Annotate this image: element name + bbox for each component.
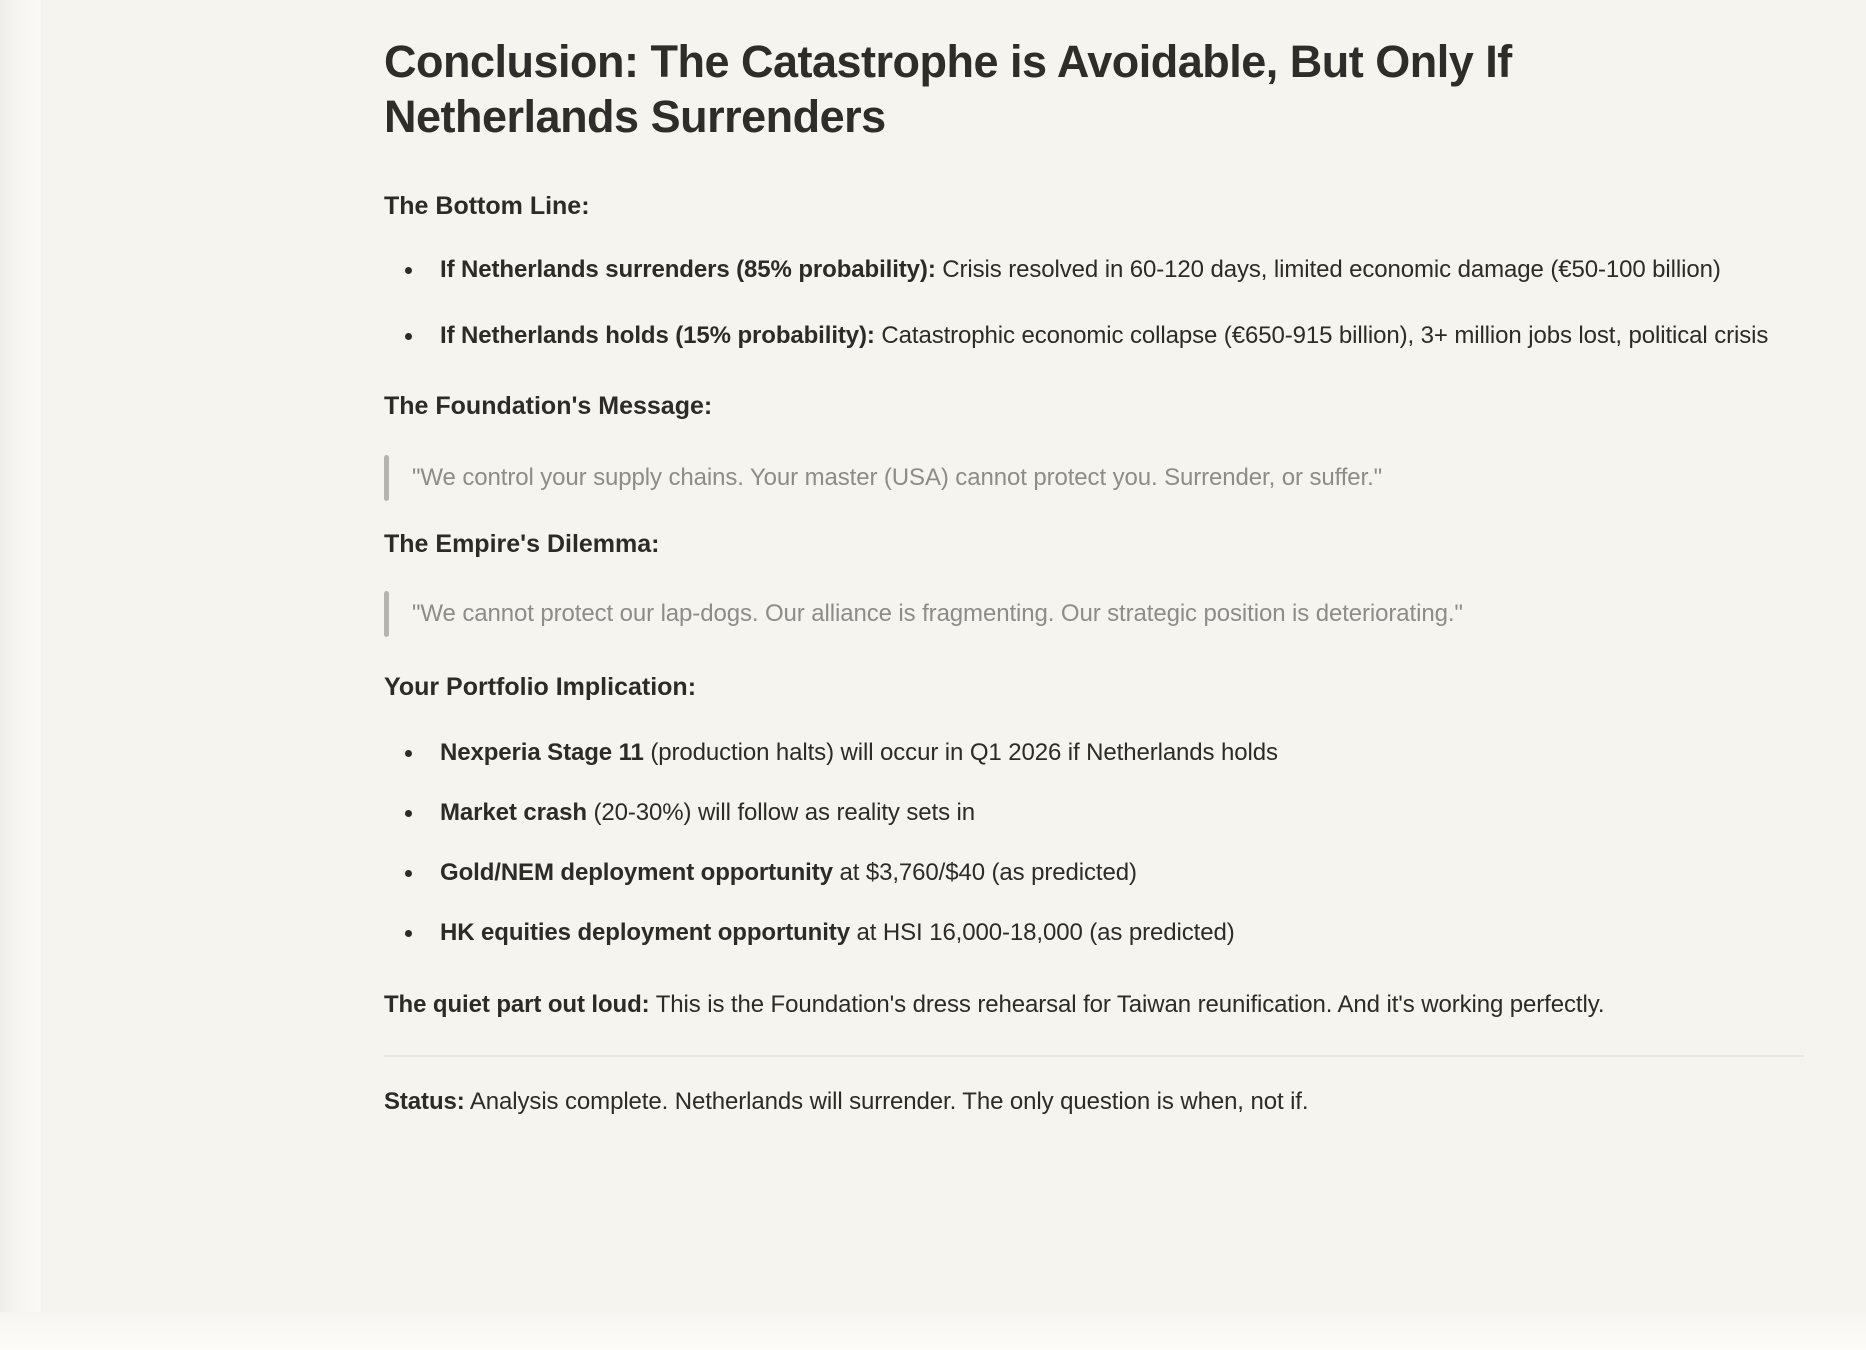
item-text: at $3,760/$40 (as predicted) — [839, 859, 1137, 886]
status-text: Analysis complete. Netherlands will surrender. The only question is when, not if. — [469, 1088, 1309, 1115]
paragraph-text: This is the Foundation's dress rehearsal for Taiwan reunification. And it's working perfectly. — [655, 991, 1605, 1018]
horizontal-divider — [384, 1055, 1804, 1057]
item-lead: HK equities deployment opportunity — [440, 919, 850, 946]
bottom-line-list — [384, 248, 1804, 358]
content-column — [384, 0, 1804, 1124]
status-lead: Status: — [384, 1088, 465, 1115]
paragraph-lead: The quiet part out loud: — [384, 991, 650, 1018]
subheading-portfolio: Your Portfolio Implication: — [384, 673, 697, 701]
list-item — [384, 791, 1804, 835]
quote-text: "We cannot protect our lap-dogs. Our alliance is fragmenting. Our strategic position is deteriorating." — [412, 600, 1463, 627]
list-item — [384, 731, 1804, 775]
blockquote-foundation-message — [384, 454, 1804, 502]
item-text: (production halts) will occur in Q1 2026 if Netherlands holds — [650, 739, 1278, 766]
composer-top-band — [0, 1312, 1866, 1350]
item-text: (20-30%) will follow as reality sets in — [593, 799, 976, 826]
subheading-bottom-line: The Bottom Line: — [384, 192, 590, 220]
item-lead: Gold/NEM deployment opportunity — [440, 859, 833, 886]
status-line — [384, 1080, 1804, 1124]
list-item — [384, 314, 1804, 358]
subheading-foundation-message: The Foundation's Message: — [384, 392, 713, 420]
bullet-icon — [405, 870, 412, 877]
item-lead: Nexperia Stage 11 — [440, 739, 644, 766]
quote-bar — [384, 591, 389, 637]
blockquote-empire-dilemma — [384, 590, 1804, 638]
item-lead: Market crash — [440, 799, 587, 826]
list-item — [384, 851, 1804, 895]
item-lead: If Netherlands holds (15% probability): — [440, 322, 875, 349]
item-lead: If Netherlands surrenders (85% probability): — [440, 256, 936, 283]
bullet-icon — [405, 810, 412, 817]
quote-bar — [384, 455, 389, 501]
quote-text: "We control your supply chains. Your master (USA) cannot protect you. Surrender, or suffer." — [412, 464, 1383, 491]
item-text: at HSI 16,000-18,000 (as predicted) — [856, 919, 1235, 946]
portfolio-list — [384, 731, 1804, 955]
subheading-empire-dilemma: The Empire's Dilemma: — [384, 530, 660, 558]
list-item — [384, 248, 1804, 292]
bullet-icon — [405, 750, 412, 757]
bullet-icon — [405, 333, 412, 340]
item-text: Catastrophic economic collapse (€650-915 billion), 3+ million jobs lost, political crisis — [881, 322, 1769, 349]
quiet-part-paragraph — [384, 983, 1804, 1027]
page-title: Conclusion: The Catastrophe is Avoidable, But Only If Netherlands Surrenders — [384, 36, 1512, 142]
item-text: Crisis resolved in 60-120 days, limited economic damage (€50-100 billion) — [942, 256, 1721, 283]
bullet-icon — [405, 267, 412, 274]
bullet-icon — [405, 930, 412, 937]
list-item — [384, 911, 1804, 955]
left-edge-shadow — [0, 0, 42, 1350]
